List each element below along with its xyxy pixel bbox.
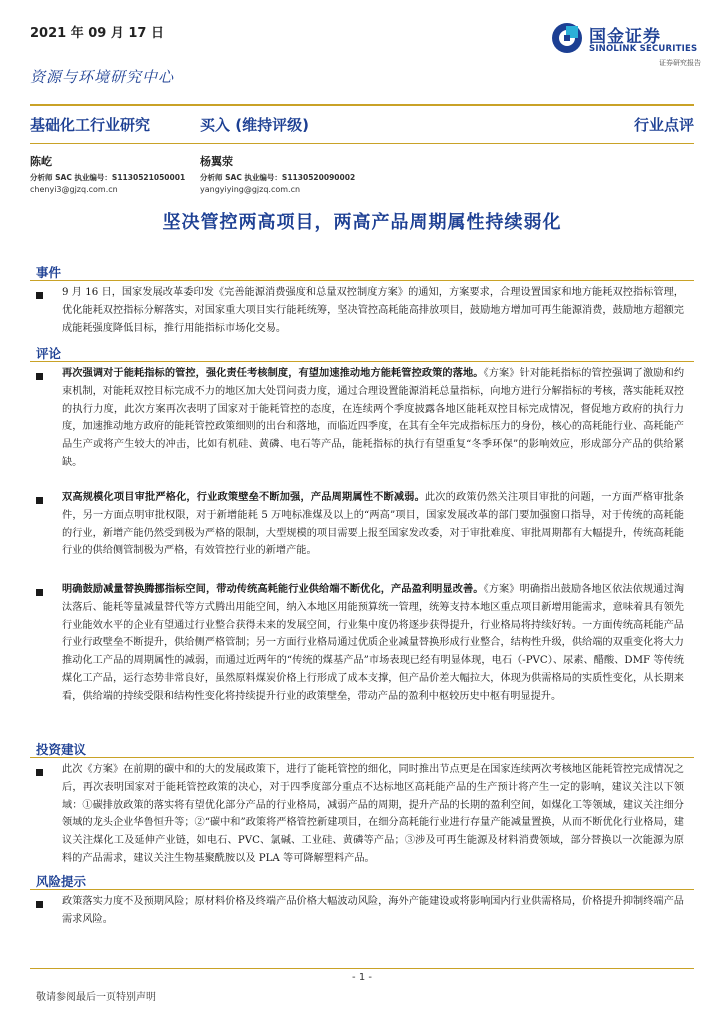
section-divider <box>30 361 694 362</box>
sinolink-logo <box>551 20 701 66</box>
section-heading-invest: 投资建议 <box>36 742 87 757</box>
bullet-icon <box>36 497 43 504</box>
bullet-icon <box>36 769 43 776</box>
report-type-label: 行业点评 <box>633 116 694 134</box>
sinolink-logo-icon <box>551 22 583 54</box>
comment-text: 《方案》明确指出鼓励各地区依法依规通过淘汰落后、能耗等量减量替代等方式腾出用能空间，纳入本地区用能预算统一管理，统筹支持本地区重点项目新增用能需求，意味着具有领先行业能效水平的企业有望通过行业整合获得未来的发展空间，行业集中度仍将逐步获得提升，行业格局将持续好转。一方面传统高耗能产品行业行政壁垒不断提升，供给侧严格管制；另一方面行业格局通过优质企业减量替换形成行业整合，结构性升级，供给端的双重变化将大力推动化工产品的周期属性的减弱，而通过近两年的“传统的煤基产品”市场表现已经有明显体现，电石（-PVC）、尿素、醋酸、DMF 等传统煤化工产品，运行态势非常良好，虽然原料煤炭价格上行形成了成本支撑，但产品价差大幅拉大，体现为供需格局的实质性变化，从长期来看，供给端的持续受限和结构性变化将持续提升行业的政策壁垒，带动产品的盈利中枢较历史中枢有明显提升。 <box>62 584 685 702</box>
page-number: - 1 - <box>352 972 372 983</box>
comment-text: 《方案》针对能耗指标的管控强调了激励和约束机制，对能耗双控目标完成不力的地区加大处罚问责力度，通过合理设置能源消耗总量指标，向地方进行分解指标的考核，落实能耗双控的执行力度，此次方案再次表明了国家对于能耗管控的态度，在连续两个季度披露各地区能耗双控目标完成情况，督促地方政府的执行力度，加速推动地方政府的能耗管控政策细则的出台和落地，而临近四季度，在其有全年完成指标压力的身份，核心的高耗能行业、高耗能产品生产或将产生较大的冲击，比如有机硅、黄磷、电石等产品，能耗指标的执行有望重复“冬季环保”的影响效应，形成部分产品的供给紧缺。 <box>62 368 685 468</box>
rating-label: 买入 (维持评级) <box>200 116 309 134</box>
report-date: 2021 年 09 月 17 日 <box>30 26 164 41</box>
bullet-icon <box>36 292 43 299</box>
analyst-cert: 分析师 SAC 执业编号：S1130520090002 <box>200 173 356 182</box>
logo-subtitle: 证券研究报告 <box>659 59 701 67</box>
comment-paragraph <box>62 365 684 472</box>
section-heading-comment: 评论 <box>36 346 62 361</box>
section-heading-risk: 风险提示 <box>36 874 87 889</box>
research-center-name: 资源与环境研究中心 <box>30 68 175 86</box>
header-divider <box>30 104 694 106</box>
comment-text: 此次的政策仍然关注项目审批的问题，一方面严格审批条件，另一方面点明审批权限，对于新增能耗 5 万吨标准煤及以上的“两高”项目，国家发展改革的部门要加强窗口指导，对于传统的高耗能的行业，新增产能仍然受到极为严格的限制，大型规模的项目需要上报至国家发改委，对于审批难度、审批周期都有大幅提升，传统高耗能行业的供给侧管制极为严格，有效管控行业的新增产能。 <box>62 492 684 557</box>
comment-paragraph <box>62 489 684 560</box>
section-divider <box>30 280 694 281</box>
logo-english-name: SINOLINK SECURITIES <box>589 44 698 54</box>
risk-paragraph: 政策落实力度不及预期风险；原材料价格及终端产品价格大幅波动风险，海外产能建设或将影响国内行业供需格局，价格提升抑制终端产品需求风险。 <box>62 896 684 925</box>
analyst-name: 杨翼荥 <box>200 155 233 168</box>
invest-paragraph: 此次《方案》在前期的碳中和的大的发展政策下，进行了能耗管控的细化，同时推出节点更是在国家连续两次考核地区能耗管控完成情况之后，再次表明国家对于能耗管控政策的决心，对于四季度部分重点不达标地区高耗能产品的生产预计将产生一定的影响，建议关注以下领域：①碳排放政策的落实将有望优化部分产品的行业格局，减弱产品的周期，提升产品的长期的盈利空间，如煤化工等领域，建议关注细分领域的龙头企业华鲁恒升等；②“碳中和”政策将严格管控新建项目，在细分高耗能行业进行存量产能减量置换，从而不断优化行业格局，建议关注煤化工及延伸产业链，如电石、PVC、氯碱、工业硅、黄磷等产品；③涉及可再生能源及材料消费领域，部分替换以一次能源为原料的产品需求，建议关注生物基聚酰胺以及 PLA 等可降解塑料产品。 <box>62 764 684 864</box>
section-heading-event: 事件 <box>36 265 62 280</box>
footer-disclaimer[interactable]: 敬请参阅最后一页特别声明 <box>36 992 156 1003</box>
analyst-email[interactable]: yangyiying@gjzq.com.cn <box>200 185 301 194</box>
comment-paragraph <box>62 581 684 706</box>
analyst-card <box>200 153 355 194</box>
analyst-email[interactable]: chenyi3@gjzq.com.cn <box>30 185 118 194</box>
comment-lead: 明确鼓励减量替换腾挪指标空间，带动传统高耗能行业供给端不断优化，产品盈利明显改善。 <box>62 583 484 595</box>
comment-lead: 再次强调对于能耗指标的管控，强化责任考核制度，有望加速推动地方能耗管控政策的落地。 <box>62 367 484 379</box>
header-divider-bottom <box>30 143 694 144</box>
section-divider <box>30 889 694 890</box>
comment-lead: 双高规模化项目审批严格化，行业政策壁垒不断加强，产品周期属性不断减弱。 <box>62 491 425 503</box>
analyst-name: 陈屹 <box>30 155 52 168</box>
section-divider <box>30 757 694 758</box>
bullet-icon <box>36 589 43 596</box>
logo-chinese-name: 国金证券 <box>589 27 661 47</box>
report-title: 坚决管控两高项目，两高产品周期属性持续弱化 <box>162 212 562 233</box>
analyst-cert: 分析师 SAC 执业编号：S1130521050001 <box>30 173 186 182</box>
analyst-card <box>30 153 185 194</box>
industry-label: 基础化工行业研究 <box>30 116 151 134</box>
footer-divider <box>30 968 694 969</box>
bullet-icon <box>36 373 43 380</box>
event-paragraph: 9 月 16 日，国家发展改革委印发《完善能源消费强度和总量双控制度方案》的通知，方案要求，合理设置国家和地方能耗双控指标管理，优化能耗双控指标分解落实，对国家重大项目实行能耗统筹，坚决管控高耗能高排放项目，鼓励地方增加可再生能源消费，鼓励地方超额完成能耗强度降低目标，推行用能指标市场化交易。 <box>62 287 684 334</box>
bullet-icon <box>36 901 43 908</box>
